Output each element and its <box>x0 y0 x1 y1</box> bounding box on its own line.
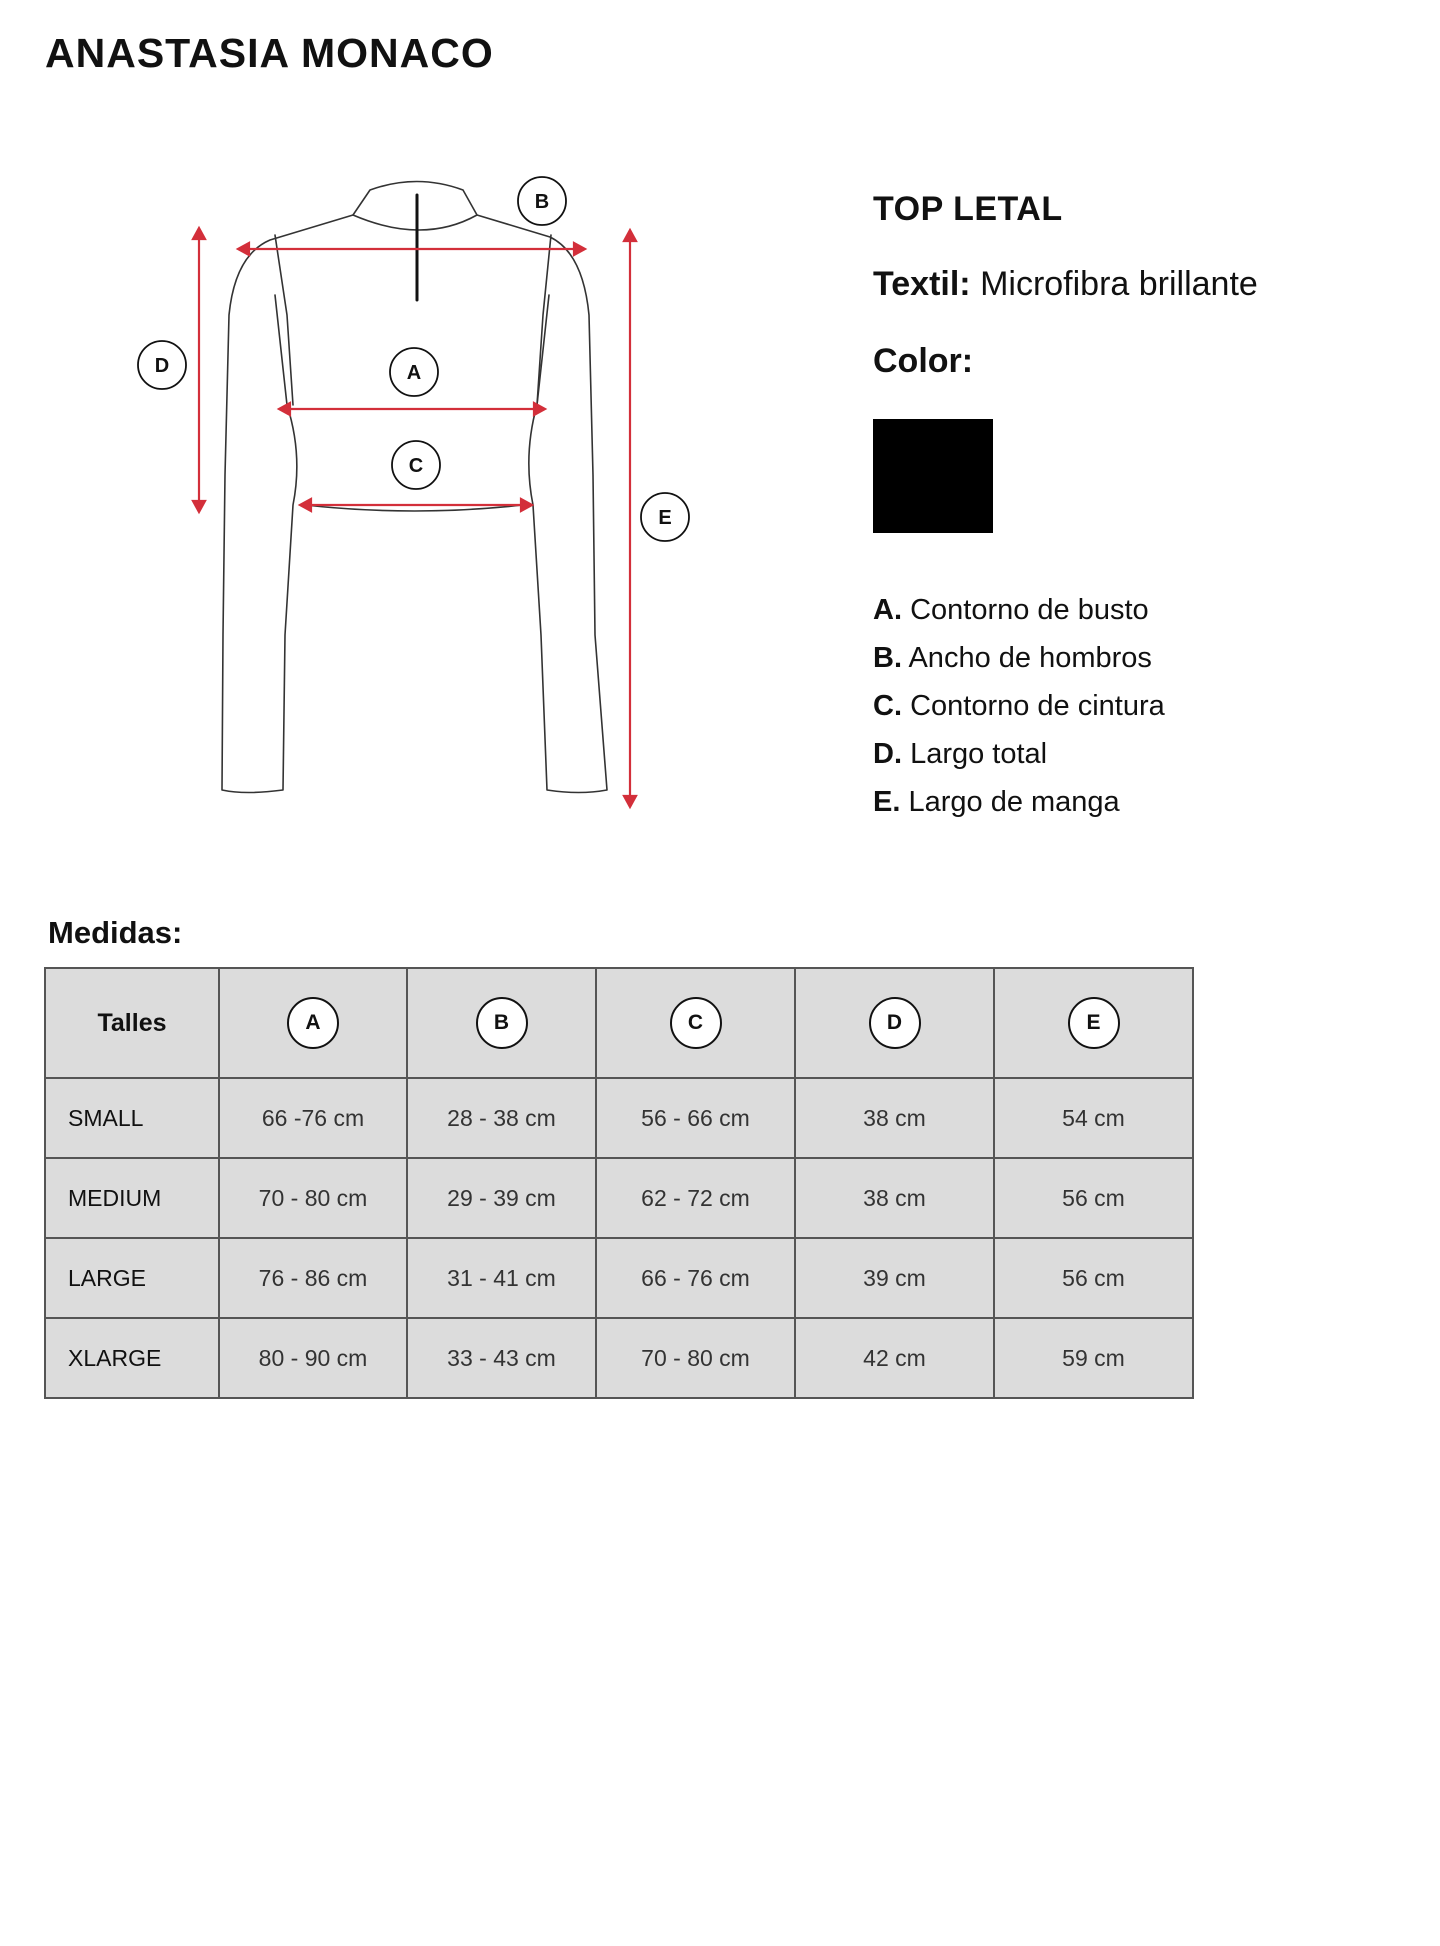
legend-letter: E. <box>873 786 901 818</box>
header-circle-b: B <box>476 997 528 1049</box>
measure-b-arrow-right <box>574 243 585 255</box>
table-cell: 56 - 66 cm <box>596 1078 795 1158</box>
table-row <box>45 1158 1193 1238</box>
table-cell: 66 - 76 cm <box>596 1238 795 1318</box>
color-swatch <box>873 419 993 533</box>
table-cell: 56 cm <box>994 1238 1193 1318</box>
label-e-text: E <box>658 507 672 529</box>
measure-d-arrow-bottom <box>193 501 205 512</box>
color-row <box>873 342 1393 381</box>
measure-a-arrow-left <box>279 403 290 415</box>
table-cell: 38 cm <box>795 1078 994 1158</box>
legend-letter: A. <box>873 594 902 626</box>
header-col-a <box>219 968 407 1078</box>
label-d-text: D <box>154 355 170 377</box>
size-label: XLARGE <box>45 1318 219 1398</box>
table-cell: 33 - 43 cm <box>407 1318 596 1398</box>
color-label: Color: <box>873 342 974 380</box>
measurements-title: Medidas: <box>48 915 183 950</box>
table-row <box>45 1238 1193 1318</box>
legend-text: Ancho de hombros <box>908 642 1152 674</box>
right-armhole <box>537 235 551 405</box>
header-circle-c: C <box>670 997 722 1049</box>
table-cell: 62 - 72 cm <box>596 1158 795 1238</box>
label-b-text: B <box>534 191 550 213</box>
brand-title: ANASTASIA MONACO <box>45 30 494 76</box>
table-cell: 70 - 80 cm <box>219 1158 407 1238</box>
table-cell: 70 - 80 cm <box>596 1318 795 1398</box>
table-cell: 39 cm <box>795 1238 994 1318</box>
legend-item <box>873 595 1393 626</box>
header-col-e <box>994 968 1193 1078</box>
table-cell: 76 - 86 cm <box>219 1238 407 1318</box>
table-cell: 56 cm <box>994 1158 1193 1238</box>
legend-item <box>873 691 1393 722</box>
legend-letter: C. <box>873 690 902 722</box>
product-info <box>873 190 1393 835</box>
header-col-d <box>795 968 994 1078</box>
header-circle-a: A <box>287 997 339 1049</box>
header-col-b <box>407 968 596 1078</box>
table-cell: 31 - 41 cm <box>407 1238 596 1318</box>
table-row <box>45 1318 1193 1398</box>
legend <box>873 595 1393 818</box>
textile-label: Textil: <box>873 265 971 303</box>
legend-letter: B. <box>873 642 902 674</box>
measure-a-arrow-right <box>534 403 545 415</box>
table-cell: 29 - 39 cm <box>407 1158 596 1238</box>
size-label: MEDIUM <box>45 1158 219 1238</box>
right-side-outline <box>477 215 607 793</box>
size-label: LARGE <box>45 1238 219 1318</box>
size-label: SMALL <box>45 1078 219 1158</box>
measure-b-arrow-left <box>238 243 249 255</box>
measure-e-arrow-top <box>624 230 636 241</box>
legend-item <box>873 739 1393 770</box>
table-cell: 59 cm <box>994 1318 1193 1398</box>
table-cell: 28 - 38 cm <box>407 1078 596 1158</box>
product-name: TOP LETAL <box>873 190 1063 228</box>
table-cell: 38 cm <box>795 1158 994 1238</box>
garment-diagram <box>125 175 725 825</box>
legend-text: Contorno de busto <box>910 594 1149 626</box>
table-cell: 66 -76 cm <box>219 1078 407 1158</box>
legend-item <box>873 787 1393 818</box>
legend-item <box>873 643 1393 674</box>
measure-c-arrow-left <box>300 499 311 511</box>
measure-e-arrow-bottom <box>624 796 636 807</box>
legend-text: Contorno de cintura <box>910 690 1165 722</box>
header-sizes <box>45 968 219 1078</box>
table-row <box>45 1078 1193 1158</box>
measure-d-arrow-top <box>193 228 205 239</box>
legend-text: Largo de manga <box>908 786 1120 818</box>
size-table <box>44 967 1194 1399</box>
left-side-outline <box>222 215 353 793</box>
header-col-c <box>596 968 795 1078</box>
measure-c-arrow-right <box>521 499 532 511</box>
legend-text: Largo total <box>910 738 1048 770</box>
legend-letter: D. <box>873 738 902 770</box>
header-circle-e: E <box>1068 997 1120 1049</box>
label-a-text: A <box>406 362 422 384</box>
table-cell: 42 cm <box>795 1318 994 1398</box>
textile-row <box>873 265 1393 304</box>
table-header-row <box>45 968 1193 1078</box>
collar-outline <box>353 182 477 231</box>
table-cell: 54 cm <box>994 1078 1193 1158</box>
label-c-text: C <box>408 455 424 477</box>
textile-value: Microfibra brillante <box>980 265 1258 303</box>
header-sizes-label: Talles <box>97 1008 167 1037</box>
measure-lines <box>193 228 636 807</box>
header-circle-d: D <box>869 997 921 1049</box>
table-cell: 80 - 90 cm <box>219 1318 407 1398</box>
